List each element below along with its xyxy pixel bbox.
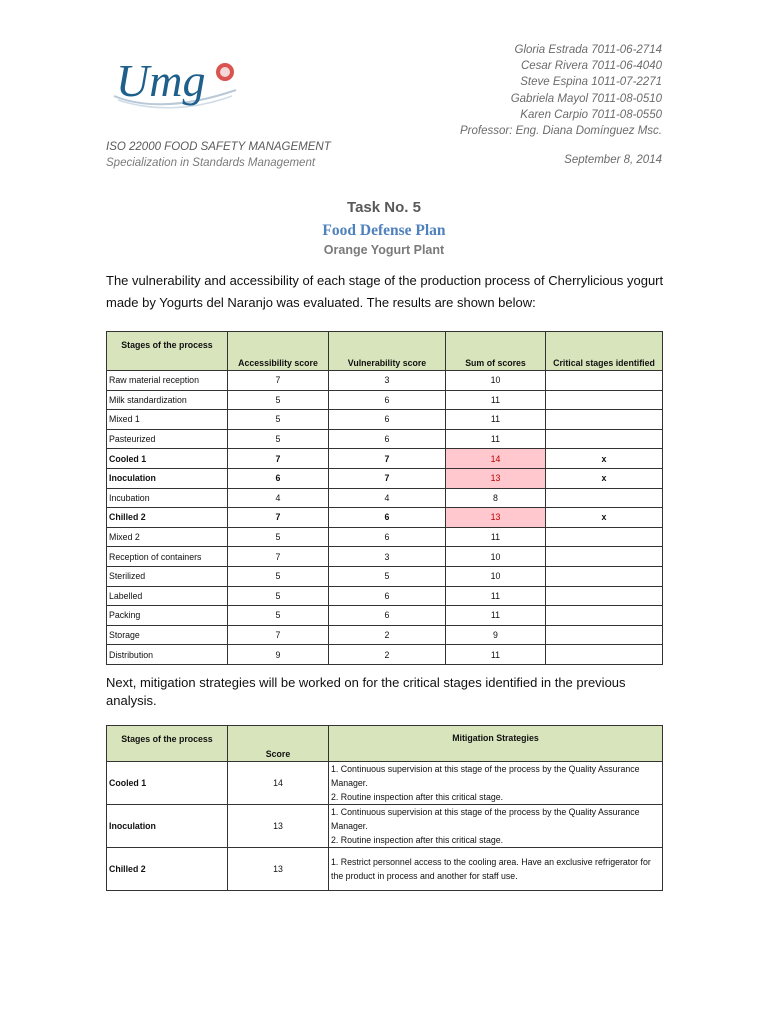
header-critical: Critical stages identified	[546, 332, 663, 371]
score-cell: 13	[228, 805, 329, 848]
accessibility-cell: 7	[228, 547, 329, 567]
stage-cell: Chilled 2	[107, 848, 228, 891]
accessibility-cell: 4	[228, 488, 329, 508]
stage-cell: Cooled 1	[107, 762, 228, 805]
table-row	[107, 566, 663, 586]
stage-cell: Raw material reception	[107, 371, 228, 391]
accessibility-cell: 7	[228, 371, 329, 391]
title-block	[0, 198, 768, 258]
plan-title: Food Defense Plan	[322, 222, 446, 239]
specialization: Specialization in Standards Management	[106, 157, 316, 169]
table-row	[107, 508, 663, 528]
mitigation-cell	[329, 762, 663, 805]
critical-cell	[546, 371, 663, 391]
critical-cell	[546, 390, 663, 410]
sum-cell: 13	[446, 508, 546, 528]
sum-cell: 11	[446, 527, 546, 547]
author-line: Gloria Estrada 7011-06-2714	[514, 44, 662, 56]
stage-cell: Reception of containers	[107, 547, 228, 567]
sum-cell: 14	[446, 449, 546, 469]
mitigation-line: 1. Restrict personnel access to the cooling area. Have an exclusive refrigerator for the product in process and another for staff use.	[331, 857, 651, 881]
vulnerability-cell: 3	[329, 371, 446, 391]
university-logo	[108, 52, 248, 122]
vulnerability-cell: 5	[329, 566, 446, 586]
sum-cell: 10	[446, 371, 546, 391]
sum-cell: 11	[446, 410, 546, 430]
mitigation-line: 1. Continuous supervision at this stage of the process by the Quality Assurance Manager.	[331, 807, 640, 831]
mitigation-line: 1. Continuous supervision at this stage of the process by the Quality Assurance Manager.	[331, 764, 640, 788]
course-title: ISO 22000 FOOD SAFETY MANAGEMENT	[106, 141, 331, 153]
header-vulnerability: Vulnerability score	[329, 332, 446, 371]
stage-cell: Distribution	[107, 645, 228, 665]
vulnerability-cell: 2	[329, 645, 446, 665]
mitigation-intro-paragraph: Next, mitigation strategies will be worked on for the critical stages identified in the previous analysis.	[106, 675, 626, 708]
stage-cell: Incubation	[107, 488, 228, 508]
logo-wordmark: Umg	[116, 55, 206, 106]
sum-cell: 10	[446, 547, 546, 567]
vulnerability-cell: 2	[329, 625, 446, 645]
stage-cell: Storage	[107, 625, 228, 645]
critical-cell	[546, 625, 663, 645]
mitigation-line: 2. Routine inspection after this critical stage.	[331, 835, 504, 845]
sum-cell: 11	[446, 390, 546, 410]
header-mitigation: Mitigation Strategies	[329, 726, 663, 762]
author-line: Steve Espina 1011-07-2271	[520, 76, 662, 89]
intro-paragraph: The vulnerability and accessibility of each stage of the production process of Cherrylicious yogurt made by Yogurts del Naranjo was evaluated. The results are shown below:	[106, 273, 664, 310]
critical-cell	[546, 645, 663, 665]
table-row	[107, 371, 663, 391]
header-stage: Stages of the process	[107, 726, 228, 762]
sum-cell: 13	[446, 468, 546, 488]
vulnerability-cell: 6	[329, 527, 446, 547]
accessibility-cell: 7	[228, 449, 329, 469]
table-row	[107, 410, 663, 430]
vulnerability-cell: 6	[329, 586, 446, 606]
accessibility-cell: 7	[228, 625, 329, 645]
critical-cell: x	[546, 508, 663, 528]
author-line: Gabriela Mayol 7011-08-0510	[510, 92, 662, 105]
header-accessibility: Accessibility score	[228, 332, 329, 371]
vulnerability-cell: 6	[329, 390, 446, 410]
sum-cell: 9	[446, 625, 546, 645]
accessibility-cell: 5	[228, 429, 329, 449]
mitigation-line: 2. Routine inspection after this critical stage.	[331, 792, 504, 802]
table-row	[107, 449, 663, 469]
stage-cell: Sterilized	[107, 566, 228, 586]
vulnerability-table	[106, 331, 663, 665]
author-line: Cesar Rivera 7011-06-4040	[520, 60, 662, 73]
header-stage: Stages of the process	[107, 332, 228, 371]
critical-cell	[546, 566, 663, 586]
vulnerability-cell: 6	[329, 410, 446, 430]
stage-cell: Inoculation	[107, 468, 228, 488]
critical-cell	[546, 527, 663, 547]
mitigation-cell	[329, 805, 663, 848]
table-row	[107, 586, 663, 606]
vulnerability-cell: 4	[329, 488, 446, 508]
mitigation-table	[106, 725, 663, 891]
author-list	[460, 42, 662, 139]
header-score: Score	[228, 726, 329, 762]
table-row	[107, 429, 663, 449]
table-row	[107, 606, 663, 626]
sum-cell: 10	[446, 566, 546, 586]
accessibility-cell: 7	[228, 508, 329, 528]
accessibility-cell: 5	[228, 527, 329, 547]
accessibility-cell: 6	[228, 468, 329, 488]
table-row	[107, 390, 663, 410]
critical-cell	[546, 410, 663, 430]
score-cell: 13	[228, 848, 329, 891]
sum-cell: 11	[446, 645, 546, 665]
sum-cell: 11	[446, 606, 546, 626]
vulnerability-cell: 7	[329, 449, 446, 469]
vulnerability-cell: 7	[329, 468, 446, 488]
critical-cell: x	[546, 449, 663, 469]
stage-cell: Mixed 1	[107, 410, 228, 430]
author-line: Karen Carpio 7011-08-0550	[520, 108, 662, 121]
stage-cell: Chilled 2	[107, 508, 228, 528]
stage-cell: Pasteurized	[107, 429, 228, 449]
score-cell: 14	[228, 762, 329, 805]
critical-cell	[546, 429, 663, 449]
critical-cell	[546, 586, 663, 606]
accessibility-cell: 5	[228, 606, 329, 626]
critical-cell	[546, 488, 663, 508]
critical-cell	[546, 606, 663, 626]
stage-cell: Cooled 1	[107, 449, 228, 469]
table-row	[107, 488, 663, 508]
vulnerability-cell: 6	[329, 429, 446, 449]
vulnerability-cell: 6	[329, 508, 446, 528]
stage-cell: Milk standardization	[107, 390, 228, 410]
table-row	[107, 805, 663, 848]
accessibility-cell: 5	[228, 566, 329, 586]
accessibility-cell: 5	[228, 410, 329, 430]
critical-cell: x	[546, 468, 663, 488]
accessibility-cell: 5	[228, 390, 329, 410]
course-info	[106, 139, 331, 171]
table-row	[107, 762, 663, 805]
table-row	[107, 547, 663, 567]
header-sum: Sum of scores	[446, 332, 546, 371]
plant-subtitle: Orange Yogurt Plant	[323, 243, 445, 257]
table-row	[107, 848, 663, 891]
stage-cell: Labelled	[107, 586, 228, 606]
document-date: September 8, 2014	[564, 154, 662, 166]
table-row	[107, 625, 663, 645]
sum-cell: 11	[446, 586, 546, 606]
stage-cell: Packing	[107, 606, 228, 626]
table-row	[107, 645, 663, 665]
vulnerability-cell: 6	[329, 606, 446, 626]
stage-cell: Mixed 2	[107, 527, 228, 547]
sum-cell: 8	[446, 488, 546, 508]
accessibility-cell: 5	[228, 586, 329, 606]
table-row	[107, 527, 663, 547]
vulnerability-cell: 3	[329, 547, 446, 567]
accessibility-cell: 9	[228, 645, 329, 665]
critical-cell	[546, 547, 663, 567]
task-title: Task No. 5	[347, 199, 421, 216]
sum-cell: 11	[446, 429, 546, 449]
mitigation-cell	[329, 848, 663, 891]
table-row	[107, 468, 663, 488]
stage-cell: Inoculation	[107, 805, 228, 848]
professor-line: Professor: Eng. Diana Domínguez Msc.	[460, 125, 662, 138]
